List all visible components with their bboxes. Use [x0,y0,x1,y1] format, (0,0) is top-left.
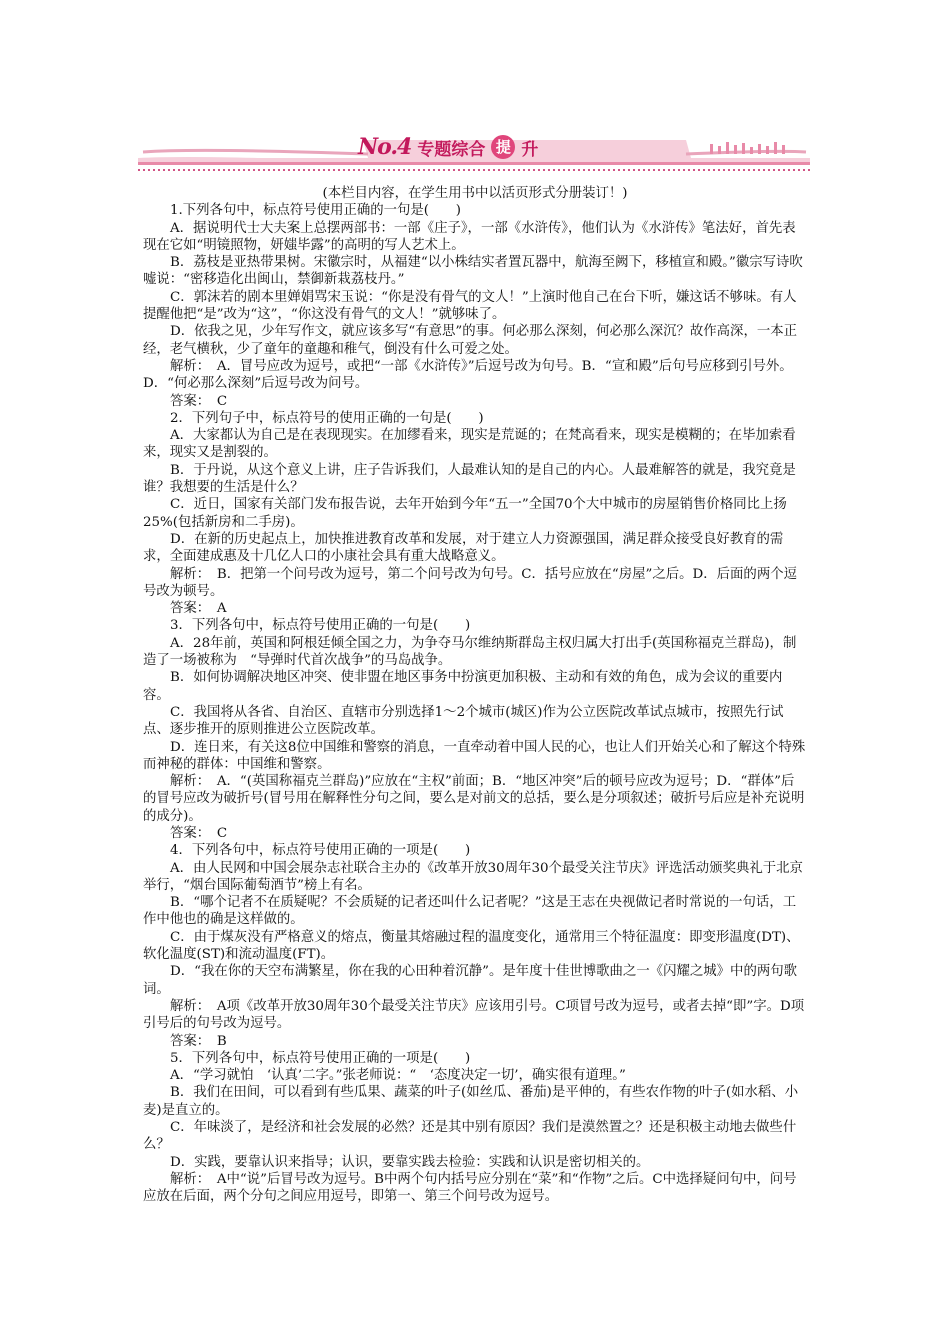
section-heading-end: 升 [521,139,539,160]
q1-option-a: A．据说明代士大夫案上总摆两部书：一部《庄子》，一部《水浒传》，他们认为《水浒传》笔法好，首先表现在它如“明镜照物，妍媸毕露”的高明的写人艺术上。 [143,220,796,253]
binding-note: (本栏目内容，在学生用书中以活页形式分册装订！) [322,186,628,201]
q4-option-c: C．由于煤灰没有严格意义的熔点，衡量其熔融过程的温度变化，通常用三个特征温度：即变形温度(DT)、软化温度(ST)和流动温度(FT)。 [143,929,800,963]
question-2: 2．下列句子中，标点符号的使用正确的一句是( ) [170,410,484,426]
q4-option-d: D．“我在你的天空布满繁星，你在我的心田种着沉静”。是年度十佳世博歌曲之一《闪耀之城》中的两句歌词。 [143,964,798,997]
q3-option-d: D．连日来，有关这8位中国维和警察的消息，一直牵动着中国人民的心，也让人们开始关心和了解这个特殊而神秘的群体：中国维和警察。 [143,739,806,772]
q2-option-a: A．大家都认为自己是在表现现实。在加缪看来，现实是荒诞的；在梵高看来，现实是模糊的；在毕加索看来，现实又是割裂的。 [143,428,796,461]
q2-analysis: 解析： B．把第一个问号改为逗号，第二个问号改为句号。C．括号应放在“房屋”之后。D．后面的两个逗号改为顿号。 [143,566,797,599]
q3-answer: 答案： C [170,825,228,841]
document-body [143,185,807,1206]
q2-option-b: B．于丹说，从这个意义上讲，庄子告诉我们，人最难认知的是自己的内心。人最难解答的就是，我究竟是谁？我想要的生活是什么？ [143,462,796,496]
q5-option-a: A．“学习就怕 ‘认真’二字。”张老师说：“ ‘态度决定一切’，确实很有道理。” [170,1068,626,1084]
q3-option-c: C．我国将从各省、自治区、直辖市分别选择1～2个城市(城区)作为公立医院改革试点城市，按照先行试点、逐步推开的原则推进公立医院改革。 [143,704,784,738]
q1-option-b: B．荔枝是亚热带果树。宋徽宗时，从福建“以小株结实者置瓦器中，航海至阙下，移植宣和殿。”徽宗写诗吹嘘说：“密移造化出闽山，禁御新栽荔枝丹。” [143,255,803,288]
q5-option-c: C．年味淡了，是经济和社会发展的必然？还是其中别有原因？我们是漠然置之？还是积极主动地去做些什么？ [143,1120,797,1153]
q4-answer: 答案： B [170,1033,227,1049]
q5-analysis: 解析： A中“说”后冒号改为逗号。B中两个句内括号应分别在“菜”和“作物”之后。C中选择疑问句中，问号应放在后面，两个分句之间应用逗号，即第一、第三个问号改为逗号。 [143,1171,797,1205]
q2-answer: 答案： A [170,601,227,617]
q3-option-a: A．28年前，英国和阿根廷倾全国之力，为争夺马尔维纳斯群岛主权归属大打出手(英国称福克兰群岛)，制造了一场被称为 “导弹时代首次战争”的马岛战争。 [143,635,797,669]
section-heading: 专题综合 [417,139,486,160]
q3-analysis: 解析： A．“(英国称福克兰群岛)”应放在“主权”前面；B．“地区冲突”后的顿号应改为逗号；D．“群体”后的冒号应改为破折号(冒号用在解释性分句之间，要么是对前文的总括，要么是分项叙述；破折号后应是补充说明的成分)。 [143,774,805,824]
q1-option-d: D．依我之见，少年写作文，就应该多写“有意思”的事。何必那么深刻，何必那么深沉？故作高深，一本正经，老气横秋，少了童年的童趣和稚气，倒没有什么可爱之处。 [143,324,798,357]
section-badge: 提 [491,135,515,159]
q1-analysis: 解析： A．冒号应改为逗号，或把“一部《水浒传》”后逗号改为句号。B．“宣和殿”后句号应移到引号外。D．“何必那么深刻”后逗号改为问号。 [143,358,793,392]
q2-option-d: D．在新的历史起点上，加快推进教育改革和发展，对于建立人力资源强国，满足群众接受良好教育的需求，全面建成惠及十几亿人口的小康社会具有重大战略意义。 [143,531,784,565]
q1-answer: 答案： C [170,393,228,409]
q3-option-b: B．如何协调解决地区冲突、使非盟在地区事务中扮演更加积极、主动和有效的角色，成为会议的重要内容。 [143,670,783,703]
q5-option-d: D．实践，要靠认识来指导；认识，要靠实践去检验：实践和认识是密切相关的。 [170,1154,650,1170]
question-3: 3．下列各句中，标点符号使用正确的一句是( ) [170,618,471,634]
q4-analysis: 解析： A项《改革开放30周年30个最受关注节庆》应该用引号。C项冒号改为逗号，或者去掉“即”字。D项引号后的句号改为逗号。 [143,998,805,1032]
q4-option-b: B．“哪个记者不在质疑呢？不会质疑的记者还叫什么记者呢？”这是王志在央视做记者时常说的一句话，工作中他也的确是这样做的。 [143,895,797,928]
q5-option-b: B．我们在田间，可以看到有些瓜果、蔬菜的叶子(如丝瓜、番茄)是平伸的，有些农作物的叶子(如水稻、小麦)是直立的。 [143,1085,799,1118]
q2-option-c: C．近日，国家有关部门发布报告说，去年开始到今年“五一”全国70个大中城市的房屋销售价格同比上扬25%(包括新房和二手房)。 [143,497,787,530]
question-4: 4．下列各句中，标点符号使用正确的一项是( ) [170,843,471,859]
q1-option-c: C．郭沫若的剧本里婵娟骂宋玉说：“你是没有骨气的文人！”上演时他自己在台下听，嫌这话不够味。有人提醒他把“是”改为“这”，“你这没有骨气的文人！”就够味了。 [143,289,797,323]
section-title [358,133,538,161]
q4-option-a: A．由人民网和中国会展杂志社联合主办的《改革开放30周年30个最受关注节庆》评选活动颁奖典礼于北京举行，“烟台国际葡萄酒节”榜上有名。 [143,860,803,893]
question-1: 1.下列各句中，标点符号使用正确的一句是( ) [170,203,462,219]
section-number: No.4 [358,134,412,160]
question-5: 5．下列各句中，标点符号使用正确的一项是( ) [170,1050,471,1066]
